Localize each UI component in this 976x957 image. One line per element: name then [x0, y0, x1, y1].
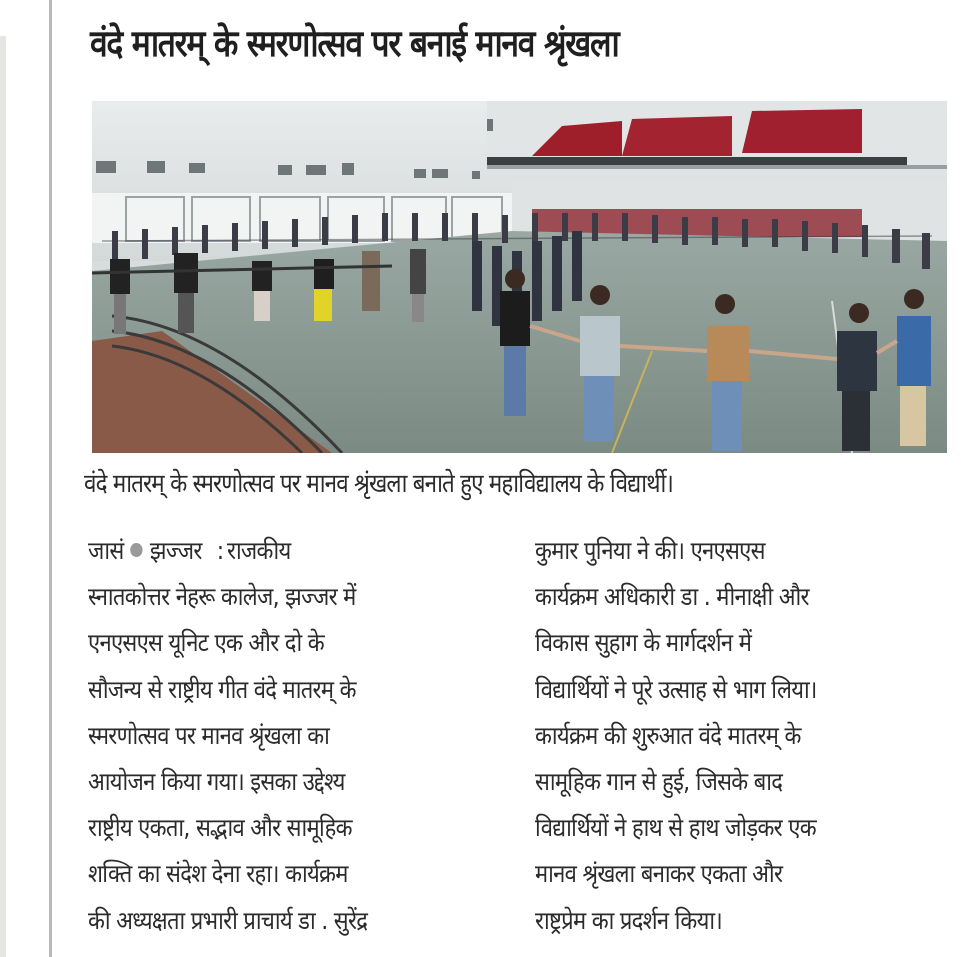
body-line: विकास सुहाग के मार्गदर्शन में	[535, 628, 752, 658]
body-line: स्मरणोत्सव पर मानव श्रृंखला का	[88, 720, 330, 750]
body-line: स्नातकोत्तर नेहरू कालेज, झज्जर में	[88, 582, 356, 612]
body-line: कार्यक्रम अधिकारी डा . मीनाक्षी और	[535, 582, 809, 612]
body-line: कुमार पुनिया ने की। एनएसएस	[535, 536, 765, 565]
photo-caption: वंदे मातरम् के स्मरणोत्सव पर मानव श्रृंखला बनाते हुए महाविद्यालय के विद्यार्थी।	[84, 469, 674, 499]
body-line: की अध्यक्षता प्रभारी प्राचार्य डा . सुरेंद्र	[88, 905, 368, 935]
article-column-right	[535, 528, 965, 944]
previous-column-margin	[0, 0, 50, 957]
article-photo	[92, 101, 947, 453]
body-line: शक्ति का संदेश देना रहा। कार्यक्रम	[88, 859, 348, 889]
article-headline: वंदे मातरम् के स्मरणोत्सव पर बनाई मानव श्रृंखला	[90, 22, 619, 65]
column-divider-rule	[49, 0, 52, 957]
body-line: सौजन्य से राष्ट्रीय गीत वंदे मातरम् के	[88, 674, 356, 704]
article-column-left	[88, 528, 508, 944]
body-line: विद्यार्थियों ने हाथ से हाथ जोड़कर एक	[535, 813, 816, 843]
dateline-separator: :	[216, 536, 224, 565]
body-line: एनएसएस यूनिट एक और दो के	[88, 628, 324, 658]
dateline-source: जासं	[88, 536, 124, 565]
bullet-dot-icon	[131, 543, 143, 557]
human-chain-photo-illustration	[92, 101, 947, 453]
body-line: मानव श्रृंखला बनाकर एकता और	[535, 859, 783, 889]
body-line: विद्यार्थियों ने पूरे उत्साह से भाग लिया।	[535, 674, 817, 704]
body-text: राजकीय	[226, 536, 291, 565]
dateline	[88, 528, 458, 574]
body-line: कार्यक्रम की शुरुआत वंदे मातरम् के	[535, 720, 801, 750]
body-line: आयोजन किया गया। इसका उद्देश्य	[88, 766, 345, 796]
body-line: सामूहिक गान से हुई, जिसके बाद	[535, 766, 783, 796]
dateline-place: झज्जर	[149, 536, 202, 565]
body-line: राष्ट्रीय एकता, सद्भाव और सामूहिक	[88, 813, 352, 843]
body-line: राष्ट्रप्रेम का प्रदर्शन किया।	[535, 905, 722, 935]
margin-shade	[0, 36, 6, 957]
